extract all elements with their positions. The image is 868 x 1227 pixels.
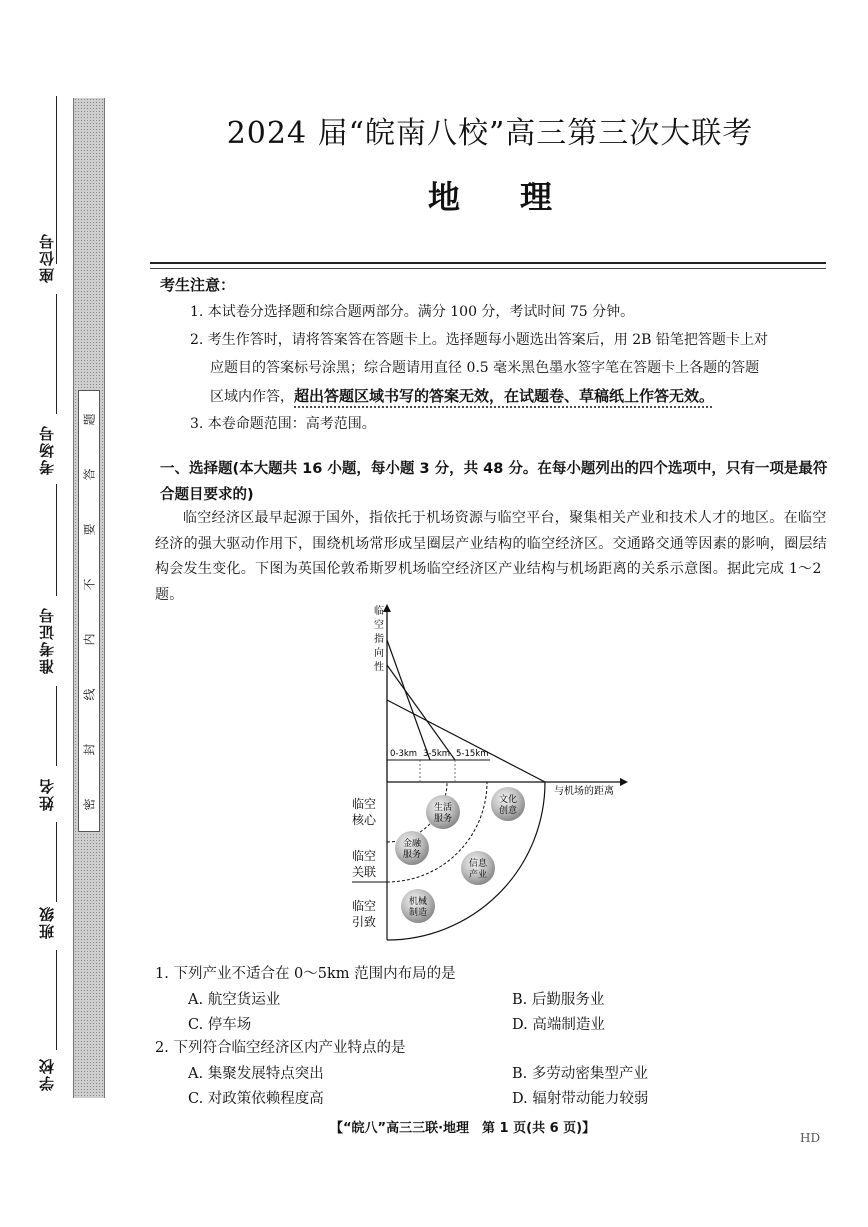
question-1-option-a[interactable]: A. 航空货运业: [188, 992, 281, 1008]
passage: 临空经济区最早起源于国外，指依托于机场资源与临空平台，聚集相关产业和技术人才的地区。在临空经济的强大驱动作用下，围绕机场常形成呈圈层产业结构的临空经济区。交通路交通等因素的影响，圈层结构会发生变化。下图为英国伦敦希斯罗机场临空经济区产业结构与机场距离的关系示意图。据此完成 1～2 题。: [155, 510, 828, 603]
field-line: [56, 822, 57, 902]
induced-zone-line: [387, 700, 545, 782]
notice-item-2-line-3: [210, 382, 830, 411]
seat-number-field: 座位号: [38, 232, 56, 284]
subject-title: 地理: [427, 178, 612, 216]
airport-zone-figure: [330, 600, 640, 955]
ring-label-related: 临空: [352, 849, 377, 863]
y-axis-arrow: [383, 604, 391, 612]
y-axis-char: 临: [374, 606, 384, 617]
header-rule: [150, 262, 826, 264]
field-line: [56, 294, 57, 414]
seal-char: 封: [82, 743, 97, 756]
bubble-text: 创意: [498, 806, 518, 816]
question-1-option-b[interactable]: B. 后勤服务业: [512, 992, 605, 1008]
question-2-option-c[interactable]: C. 对政策依赖程度高: [188, 1091, 324, 1107]
zone-label-3-5km: 3-5km: [423, 749, 451, 759]
notice-emphasis: 超出答题区域书写的答案无效，在试题卷、草稿纸上作答无效。: [294, 387, 715, 405]
ring-label-induced: 临空: [352, 899, 377, 913]
notice-item-2-line-1: 2. 考生作答时，请将答案答在答题卡上。选择题每小题选出答案后，用 2B 铅笔把答题卡上对: [190, 332, 768, 348]
bubble-text: 文化: [498, 795, 518, 805]
y-axis-char: 性: [374, 662, 384, 673]
y-axis-char: 空: [374, 620, 384, 631]
x-axis-arrow: [620, 778, 628, 786]
bubble-text: 机械: [408, 897, 428, 907]
seal-char: 线: [82, 688, 97, 701]
field-line: [56, 686, 57, 766]
question-2-option-a[interactable]: A. 集聚发展特点突出: [188, 1066, 324, 1082]
x-axis-label: 与机场的距离: [554, 786, 614, 797]
ring-label-related: 关联: [352, 865, 377, 879]
bubble-culture-creative: [491, 787, 525, 821]
notice-heading: 考生注意：: [160, 276, 236, 294]
related-zone-line: [387, 665, 455, 760]
core-zone-line: [387, 640, 430, 760]
y-axis-label: [374, 604, 384, 673]
question-1-stem: 1. 下列产业不适合在 0～5km 范围内布局的是: [155, 966, 456, 982]
bubble-text: 生活: [433, 803, 453, 813]
zone-label-5-15km: 5-15km: [456, 749, 489, 759]
admission-number-field: 准考证号: [38, 606, 56, 674]
notice-item-2-text: 区域内作答，: [210, 389, 294, 405]
bubble-text: 服务: [402, 850, 422, 860]
zone-label-0-3km: 0-3km: [390, 749, 418, 759]
field-line: [56, 484, 57, 596]
exam-title: 2024 届“皖南八校”高三第三次大联考: [226, 116, 754, 151]
ring-label-core: 临空: [352, 797, 377, 811]
ring-label-induced: 引致: [352, 915, 377, 929]
y-axis-char: 指: [374, 634, 384, 645]
seal-char: 题: [82, 413, 97, 426]
seal-char: 要: [82, 523, 97, 536]
question-1-option-c[interactable]: C. 停车场: [188, 1017, 252, 1033]
bubble-machinery: [401, 889, 435, 923]
bubble-info-industry: [461, 851, 495, 885]
page-footer: 【“皖八”高三三联·地理 第 1 页(共 6 页)】: [330, 1121, 596, 1136]
bubble-finance-service: [395, 831, 429, 865]
section-heading: 一、选择题(本大题共 16 小题，每小题 3 分，共 48 分。在每小题列出的四个选项中，只有一项是最符合题目要求的): [160, 461, 828, 503]
question-1-option-d[interactable]: D. 高端制造业: [512, 1017, 605, 1033]
bubble-text: 信息: [468, 859, 488, 869]
notice-item-2-line-2: 应题目的答案标号涂黑；综合题请用直径 0.5 毫米黑色墨水签字笔在答题卡上各题的答题: [210, 360, 760, 376]
exam-room-field: 考场号: [38, 424, 56, 476]
seal-char: 不: [82, 578, 97, 591]
question-2-stem: 2. 下列符合临空经济区内产业特点的是: [155, 1040, 406, 1056]
page-mark: HD: [800, 1131, 821, 1145]
bubble-text: 金融: [402, 839, 422, 849]
header-rule: [150, 268, 826, 269]
ring-label-core: 核心: [352, 813, 377, 827]
question-2-option-b[interactable]: B. 多劳动密集型产业: [512, 1066, 648, 1082]
seal-char: 内: [82, 633, 97, 646]
bubble-text: 服务: [433, 814, 453, 824]
bubble-text: 产业: [468, 870, 488, 880]
school-field: 学校: [38, 1057, 56, 1091]
bubble-life-service: [426, 795, 460, 829]
y-axis-char: 向: [374, 648, 384, 659]
name-field: 姓名: [38, 777, 56, 811]
seal-char: 答: [82, 468, 97, 481]
field-line: [56, 950, 57, 1050]
question-2-option-d[interactable]: D. 辐射带动能力较弱: [512, 1091, 649, 1107]
seal-notice: [78, 390, 100, 832]
bubble-text: 制造: [408, 908, 428, 918]
notice-item-1: 1. 本试卷分选择题和综合题两部分。满分 100 分，考试时间 75 分钟。: [190, 304, 635, 320]
class-field: 班级: [38, 905, 56, 939]
seal-char: 密: [82, 798, 97, 811]
notice-item-3: 3. 本卷命题范围：高考范围。: [190, 416, 376, 432]
